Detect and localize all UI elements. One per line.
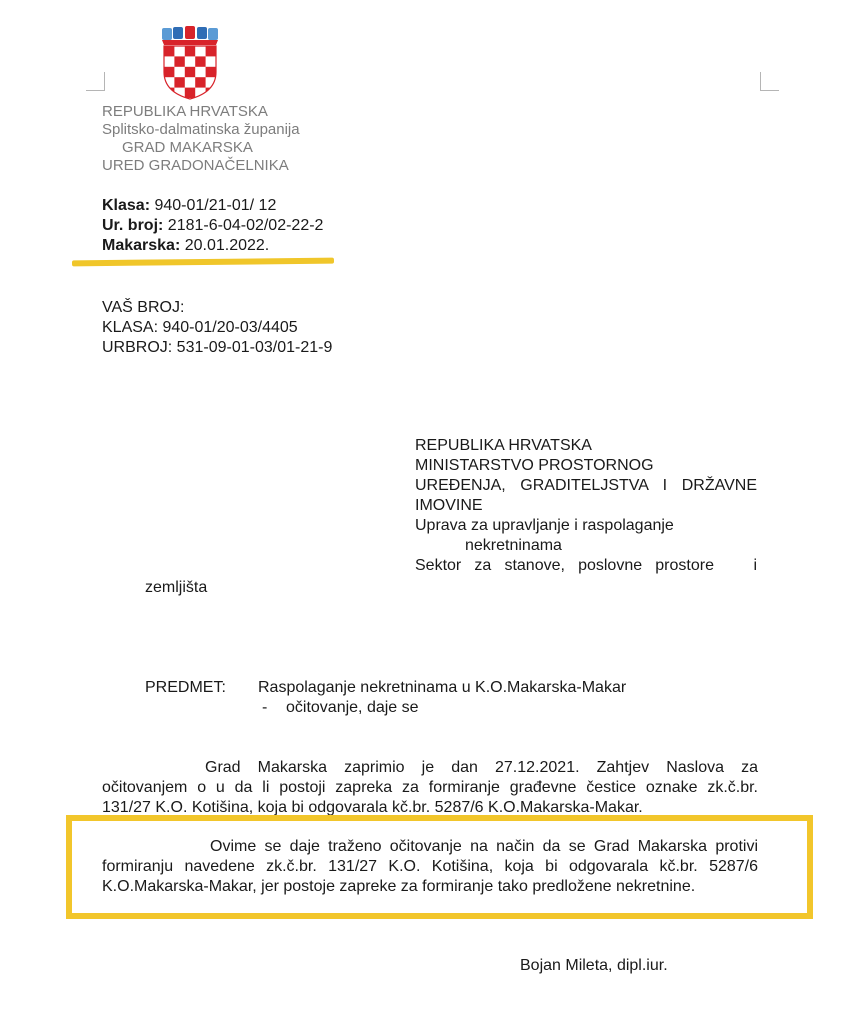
recipient-line-6: nekretninama [465, 537, 562, 554]
page-corner-mark-left [86, 72, 105, 91]
body-para2-line-1: Ovime se daje traženo očitovanje na način da se Grad Makarska protivi [210, 838, 758, 855]
header-office: URED GRADONAČELNIKA [102, 157, 289, 174]
recipient-line-7: Sektor za stanove, poslovne prostore i [415, 557, 757, 574]
body-para1-line-2: očitovanjem o u da li postoji zapreka za formiranje građevne čestice oznake zk.č.br. [102, 779, 758, 796]
recipient-line-4: IMOVINE [415, 497, 483, 514]
header-city: GRAD MAKARSKA [122, 139, 253, 156]
urbroj-value: 2181-6-04-02/02-22-2 [163, 217, 324, 234]
body-para1-line-1: Grad Makarska zaprimio je dan 27.12.2021. Zahtjev Naslova za [205, 759, 758, 776]
subject-dash: - [262, 699, 268, 716]
recipient-line-5: Uprava za upravljanje i raspolaganje [415, 517, 674, 534]
header-country: REPUBLIKA HRVATSKA [102, 103, 268, 120]
klasa-value: 940-01/21-01/ 12 [150, 197, 277, 214]
recipient-line-3: UREĐENJA, GRADITELJSTVA I DRŽAVNE [415, 477, 757, 494]
klasa-label: Klasa: [102, 197, 151, 214]
croatian-coat-of-arms-icon [158, 26, 222, 100]
klasa-line [102, 196, 276, 215]
subject-line-1: Raspolaganje nekretninama u K.O.Makarska-Makar [258, 679, 627, 696]
subject-label: PREDMET: [145, 679, 226, 696]
signature-name: Bojan Mileta, dipl.iur. [520, 957, 668, 974]
urbroj-label: Ur. broj: [102, 217, 164, 234]
recipient-line-2: MINISTARSTVO PROSTORNOG [415, 457, 654, 474]
place-label: Makarska: [102, 237, 181, 254]
body-para2-line-2: formiranju navedene zk.č.br. 131/27 K.O. Kotišina, koja bi odgovarala kč.br. 5287/6 [102, 858, 758, 875]
date-value: 20.01.2022. [180, 237, 270, 254]
date-line [102, 236, 269, 255]
your-ref-title: VAŠ BROJ: [102, 299, 185, 316]
your-ref-klasa: KLASA: 940-01/20-03/4405 [102, 319, 298, 336]
header-county: Splitsko-dalmatinska županija [102, 121, 300, 138]
body-para2-line-3: K.O.Makarska-Makar, jer postoje zapreke za formiranje tako predložene nekretnine. [102, 878, 696, 895]
page-corner-mark-right [760, 72, 779, 91]
yellow-underline-mark [72, 258, 334, 267]
urbroj-line [102, 216, 323, 235]
subject-line-2: očitovanje, daje se [286, 699, 419, 716]
recipient-line-1: REPUBLIKA HRVATSKA [415, 437, 592, 454]
body-para1-line-3: 131/27 K.O. Kotišina, koja bi odgovarala kč.br. 5287/6 K.O.Makarska-Makar. [102, 799, 643, 816]
your-ref-urbroj: URBROJ: 531-09-01-03/01-21-9 [102, 339, 333, 356]
recipient-line-8: zemljišta [145, 579, 208, 596]
